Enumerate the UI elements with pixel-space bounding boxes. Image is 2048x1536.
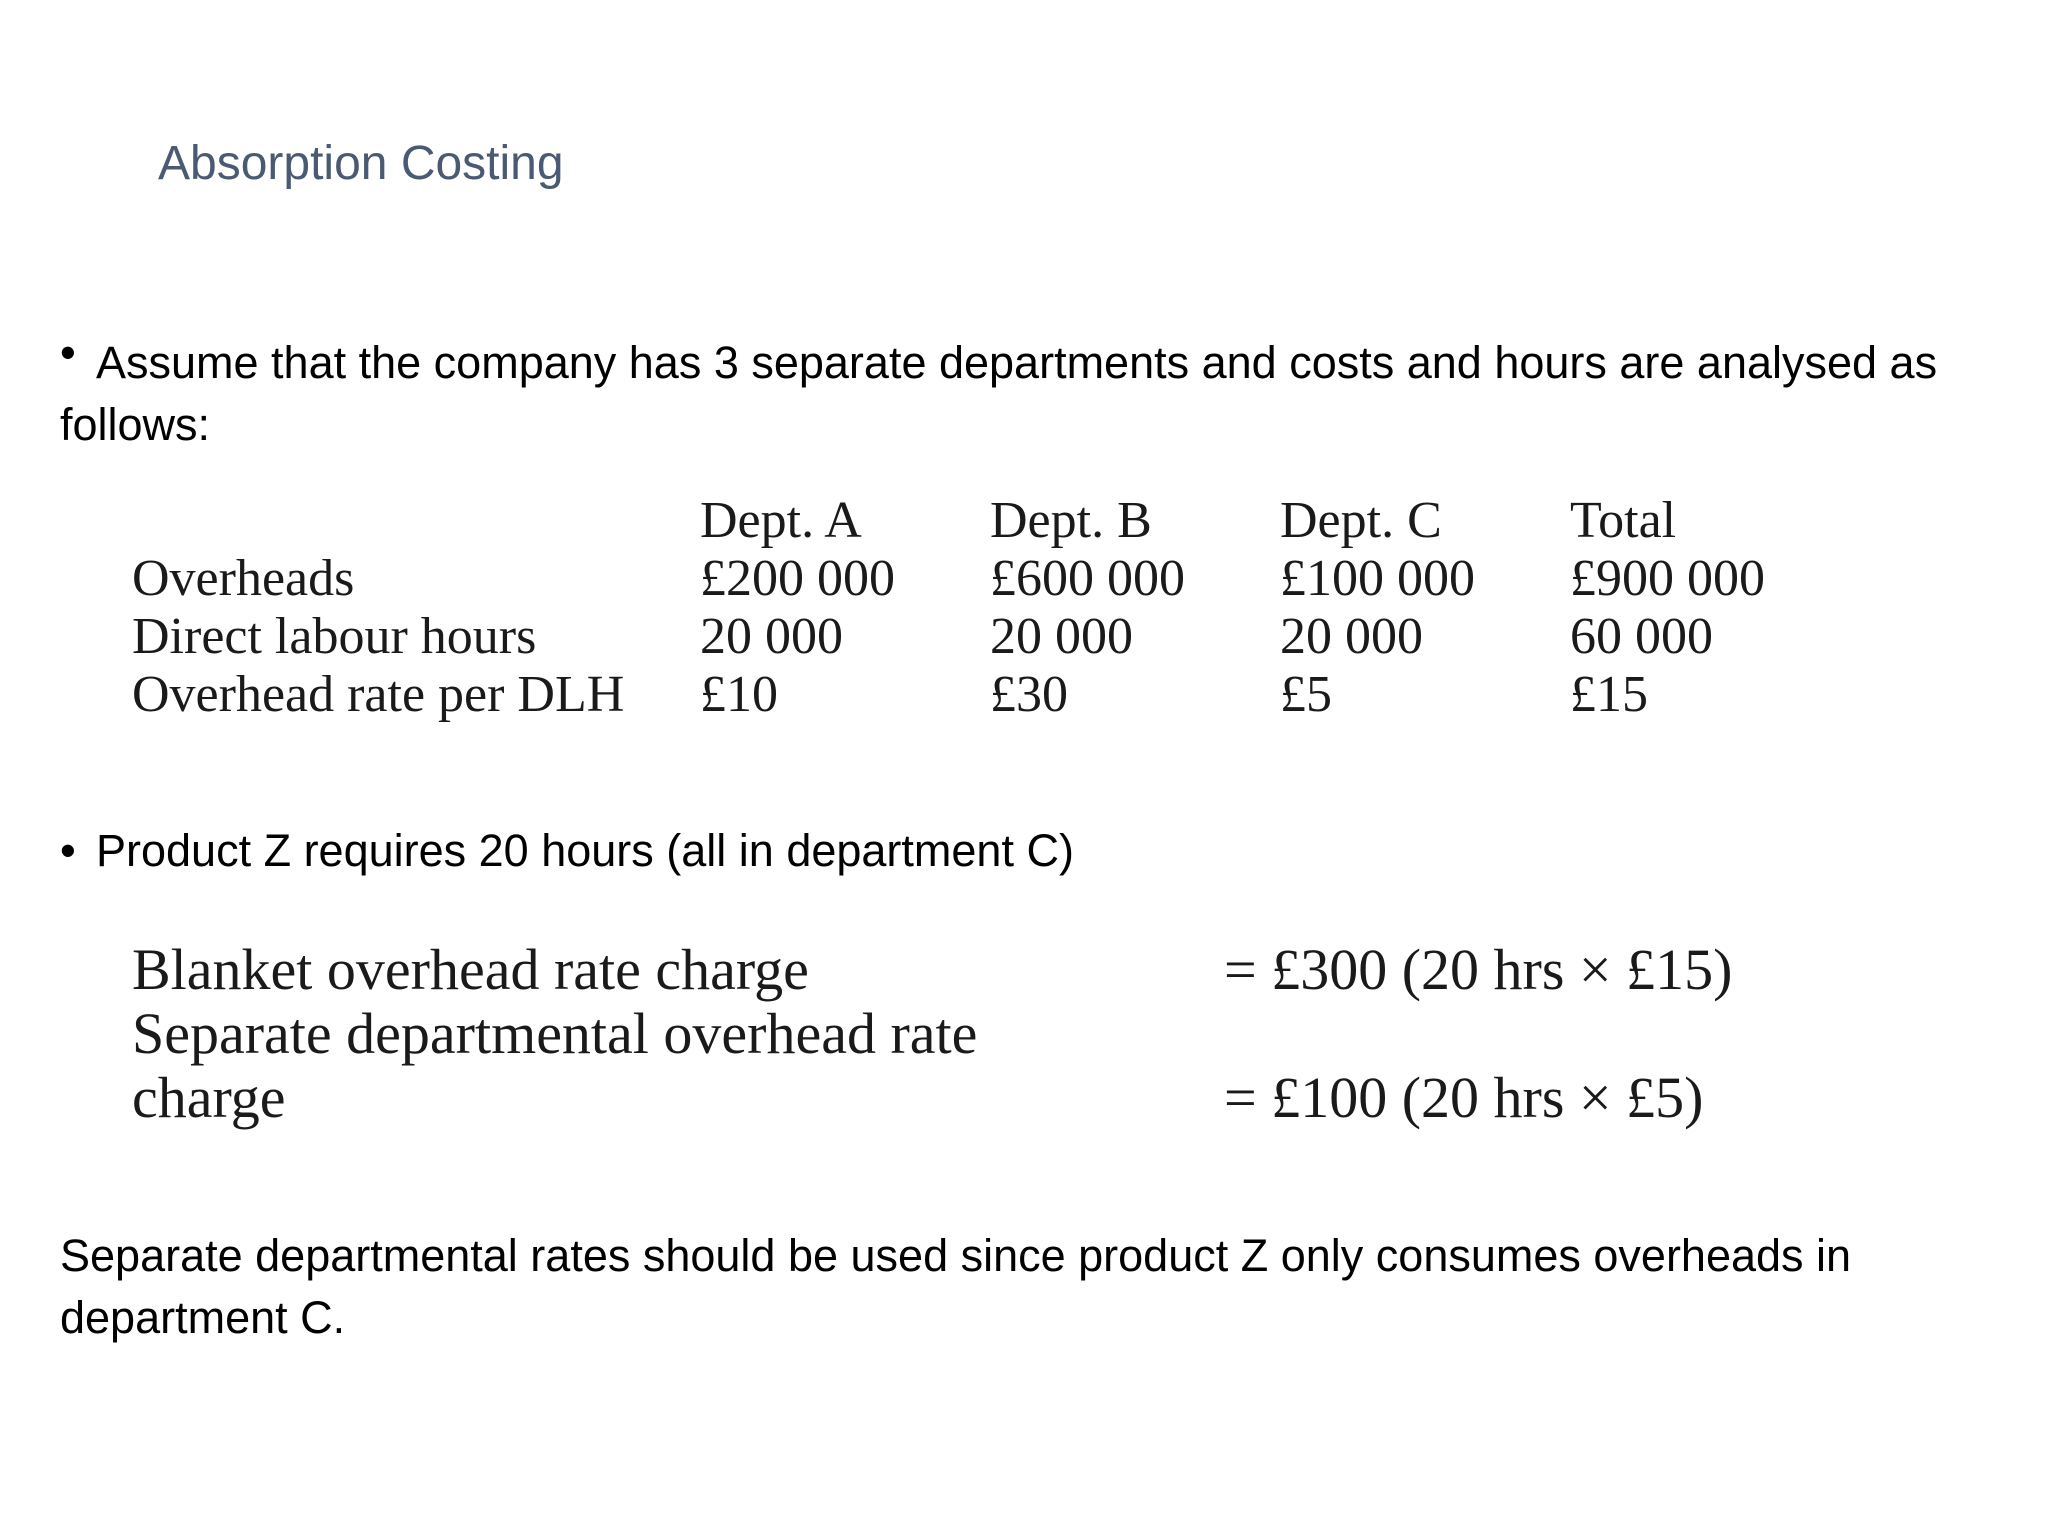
cell-dept-c: £100 000: [1280, 550, 1475, 607]
conclusion-paragraph: Separate departmental rates should be used since product Z only consumes overheads in department C.: [60, 1230, 1852, 1343]
intro-text: Assume that the company has 3 separate departments and costs and hours are analysed as follows:: [60, 337, 1938, 450]
cell-dept-a: £200 000: [700, 550, 895, 607]
row-label: Overheads: [132, 550, 355, 607]
header-dept-a: Dept. A: [700, 492, 862, 549]
charge-row-blanket: [132, 938, 1832, 1002]
charge-label: Blanket overhead rate charge: [132, 937, 809, 1002]
header-dept-b: Dept. B: [990, 492, 1152, 549]
bullet-marker: •: [60, 825, 76, 876]
charge-value: = £300 (20 hrs × £15): [1224, 937, 1733, 1002]
bullet-marker: •: [60, 327, 76, 378]
header-dept-c: Dept. C: [1280, 492, 1442, 549]
cell-dept-a: 20 000: [700, 608, 843, 665]
charge-label-line-2: charge: [132, 1065, 286, 1130]
charge-row-separate: [132, 1002, 1832, 1130]
product-note: [60, 820, 2010, 882]
row-label: Direct labour hours: [132, 608, 537, 665]
header-total: Total: [1570, 492, 1677, 549]
cell-dept-b: 20 000: [990, 608, 1133, 665]
cell-dept-a: £10: [700, 666, 778, 723]
cell-total: 60 000: [1570, 608, 1713, 665]
product-note-text: Product Z requires 20 hours (all in department C): [96, 825, 1074, 876]
charge-value: = £100 (20 hrs × £5): [1224, 1065, 1704, 1130]
charge-label-line-1: Separate departmental overhead rate: [132, 1001, 978, 1066]
intro-paragraph: [60, 322, 2010, 456]
cell-total: £900 000: [1570, 550, 1765, 607]
cell-total: £15: [1570, 666, 1648, 723]
charges-block: [132, 938, 1832, 1130]
row-label: Overhead rate per DLH: [132, 666, 625, 723]
cell-dept-b: £600 000: [990, 550, 1185, 607]
cell-dept-b: £30: [990, 666, 1068, 723]
slide-title: Absorption Costing: [158, 137, 564, 190]
cell-dept-c: £5: [1280, 666, 1332, 723]
cell-dept-c: 20 000: [1280, 608, 1423, 665]
